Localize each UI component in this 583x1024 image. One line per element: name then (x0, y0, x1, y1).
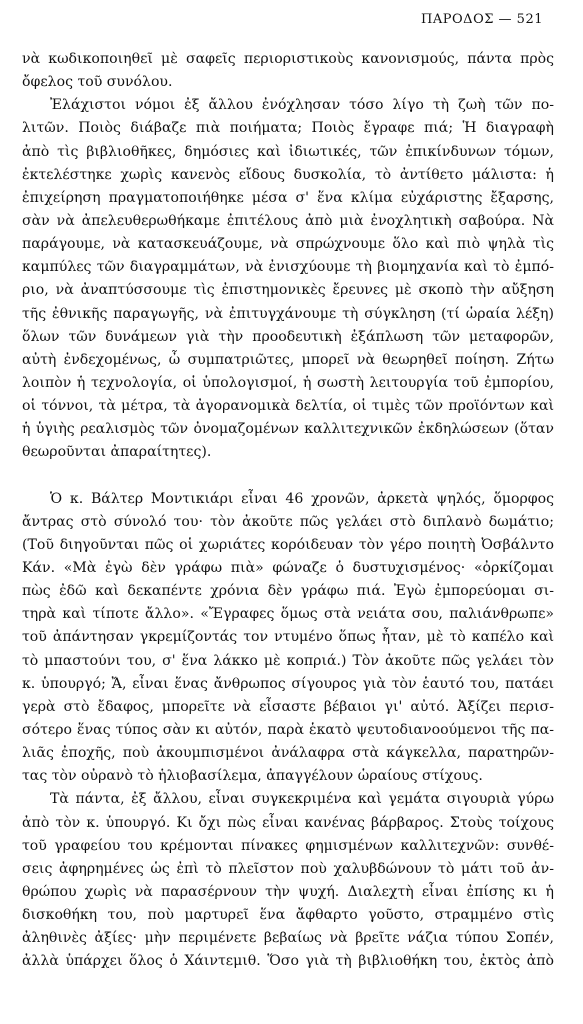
page-body (22, 48, 554, 973)
text-line: ἄντρας στὸ σύνολό του· τὸν ἀκοῦτε πῶς γελάει στὸ διπλανὸ δωμάτιο; (22, 513, 554, 530)
text-line: Κάν. «Μὰ ἐγὼ δὲν γράφω πιὰ» φώναζε ὁ δυστυχισμένος· «ὀρκίζομαι (22, 559, 554, 576)
text-line: λιᾶς ἐποχῆς, ποὺ ἀκουμπισμένοι ἀνάλαφρα στὰ κάγκελλα, παρατηρῶν- (22, 745, 554, 762)
text-line: ἀληθινὲς ἀξίες· μὴν περιμένετε βεβαίως νὰ βρεῖτε νάζια τύπου Σοπέν, (22, 930, 554, 947)
text-line: γερὰ στὸ ἔδαφος, μπορεῖτε νὰ εἶσαστε βέβαιοι γι' αὐτό. Ἀξίζει περισ- (22, 698, 554, 715)
paragraph-continuation (22, 48, 554, 94)
text-line: ριο, νὰ ἀναπτύσσουμε τὶς ἐπιστημονικὲς ἔρευνες μὲ σκοπὸ τὴν αὔξηση (22, 282, 554, 299)
paragraph (22, 788, 554, 973)
text-line: δισκοθήκη του, ποὺ μαρτυρεῖ ἕνα ἄφθαρτο γοῦστο, στραμμένο στὶς (22, 907, 554, 924)
text-line: θρώπου χωρὶς νὰ παρασέρνουν τὴν ψυχή. Διαλεχτὴ εἶναι ἐπίσης κι ἡ (22, 883, 554, 900)
text-line: ἀπὸ τὸν κ. ὑπουργό. Κι ὄχι πὼς εἶναι κανένας βάρβαρος. Στοὺς τοίχους (22, 814, 554, 831)
text-line: νὰ κωδικοποιηθεῖ μὲ σαφεῖς περιοριστικοὺς κανονισμούς, πάντα πρὸς (22, 51, 554, 67)
text-line: ὅλων τῶν δυνάμεων γιὰ τὴν προοδευτικὴ ἐξάπλωση τῶν μεταφορῶν, (22, 328, 554, 345)
text-line: θεωροῦνται ἀπαραίτητες). (22, 444, 212, 461)
text-line: αὐτὴ ἐνδεχομένως, ὦ συμπατριῶτες, μπορεῖ νὰ θεωρηθεῖ ποίηση. Ζήτω (22, 351, 554, 368)
text-line: σότερο ἕνας τύπος σὰν κι αὐτόν, παρὰ ἑκατὸ ψευτοδιανοούμενοι τῆς πα- (22, 721, 554, 738)
text-line: τας τὸν οὐρανὸ τὸ ἡλιοβασίλεμα, ἀπαγγέλουν ὡραίους στίχους. (22, 768, 483, 785)
text-line: τὸ μπαστούνι του, σ' ἕνα λάκκο μὲ κοπριά.) Τὸν ἀκοῦτε πῶς γελάει τὸν (22, 652, 554, 669)
text-line: (Τοῦ διηγοῦνται πῶς οἱ χωριάτες κορόιδευαν τὸν γέρο ποιητὴ Ὀσβάλντο (22, 536, 554, 553)
paragraph (22, 94, 554, 464)
text-line: ἐπιχείρηση πραγματοποιήθηκε μέσα σ' ἕνα κλίμα εὐχάριστης ἔξαρσης, (22, 189, 554, 206)
text-line: ἡ ὑγιὴς ρεαλισμὸς τῶν ὀνομαζομένων καλλιτεχνικῶν ἐκδηλώσεων (ὅταν (22, 421, 554, 438)
section-gap (22, 465, 554, 488)
text-line: σεις ἀφηρημένες ὡς ἐπὶ τὸ πλεῖστον ποὺ χαλυβδώνουν τὸ μάτι τοῦ ἀν- (22, 860, 554, 877)
text-line: τοῦ γραφείου του κρέμονται πίνακες φημισμένων καλλιτεχνῶν: συνθέ- (22, 837, 554, 854)
running-header: ΠΑΡΟΔΟΣ — 521 (421, 12, 543, 27)
text-line: τῆς ἐθνικῆς παραγωγῆς, νὰ ἐπιτυγχάνουμε τὴ σύγκληση (τί ὡραία λέξη) (22, 305, 554, 322)
text-line: καμπύλες τῶν διαγραμμάτων, νὰ ἐνισχύουμε τὴ βιομηχανία καὶ τὸ ἐμπό- (22, 259, 554, 276)
text-line: τοῦ ἀπάντησαν γκρεμίζοντάς τον ντυμένο ὅπως ἦταν, μὲ τὸ καπέλο καὶ (22, 629, 554, 646)
text-line: Ἐλάχιστοι νόμοι ἐξ ἄλλου ἐνόχλησαν τόσο λίγο τὴ ζωὴ τῶν πο- (50, 97, 554, 114)
text-line: σὰν νὰ ἀπελευθερωθήκαμε ἐπιτέλους ἀπὸ μιὰ ἐνοχλητικὴ σαβούρα. Νὰ (22, 212, 554, 229)
text-line: λιτῶν. Ποιὸς διάβαζε πιὰ ποιήματα; Ποιὸς ἔγραφε πιά; Ἡ διαγραφὴ (22, 120, 554, 137)
paragraph (22, 488, 554, 789)
text-line: λοιπὸν ἡ τεχνολογία, οἱ ὑπολογισμοί, ἡ σωστὴ λειτουργία τοῦ ἐμπορίου, (22, 374, 554, 391)
text-line: Ὁ κ. Βάλτερ Μοντικιάρι εἶναι 46 χρονῶν, ἀρκετὰ ψηλός, ὅμορφος (50, 490, 554, 507)
text-line: ὄφελος τοῦ συνόλου. (22, 74, 173, 91)
text-line: πὼς ἐδῶ καὶ δεκαπέντε χρόνια δὲν γράφω πιά. Ἐγὼ ἐμπορεύομαι σι- (22, 583, 554, 600)
text-line: ἀλλὰ ὑπάρχει ὅλος ὁ Χάιντεμιθ. Ὅσο γιὰ τὴ βιβλιοθήκη του, ἐκτὸς ἀπὸ (22, 953, 554, 970)
text-line: τηρὰ καὶ τίποτε ἄλλο». «Ἔγραφες ὅμως στὰ νειάτα σου, παλιάνθρωπε» (22, 606, 554, 623)
text-line: οἱ τόννοι, τὰ μέτρα, τὰ ἀγορανομικὰ δελτία, οἱ τιμὲς τῶν προϊόντων καὶ (22, 398, 554, 415)
text-line: ἐκτελέστηκε χωρὶς κανενὸς εἴδους δυσκολία, τὸ ἀντίθετο μάλιστα: ἡ (22, 166, 554, 183)
text-line: Τὰ πάντα, ἐξ ἄλλου, εἶναι συγκεκριμένα καὶ γεμάτα σιγουριὰ γύρω (50, 791, 554, 808)
text-line: κ. ὑπουργό; Ἄ, εἶναι ἕνας ἄνθρωπος σίγουρος γιὰ τὸν ἑαυτό του, πατάει (22, 675, 554, 692)
text-line: ἀπὸ τὶς βιβλιοθῆκες, δημόσιες καὶ ἰδιωτικές, τῶν ἐπικίνδυνων τόμων, (22, 143, 554, 160)
text-line: παράγουμε, νὰ κατασκευάζουμε, νὰ σπρώχνουμε ὅλο καὶ πιὸ ψηλὰ τὶς (22, 236, 554, 253)
